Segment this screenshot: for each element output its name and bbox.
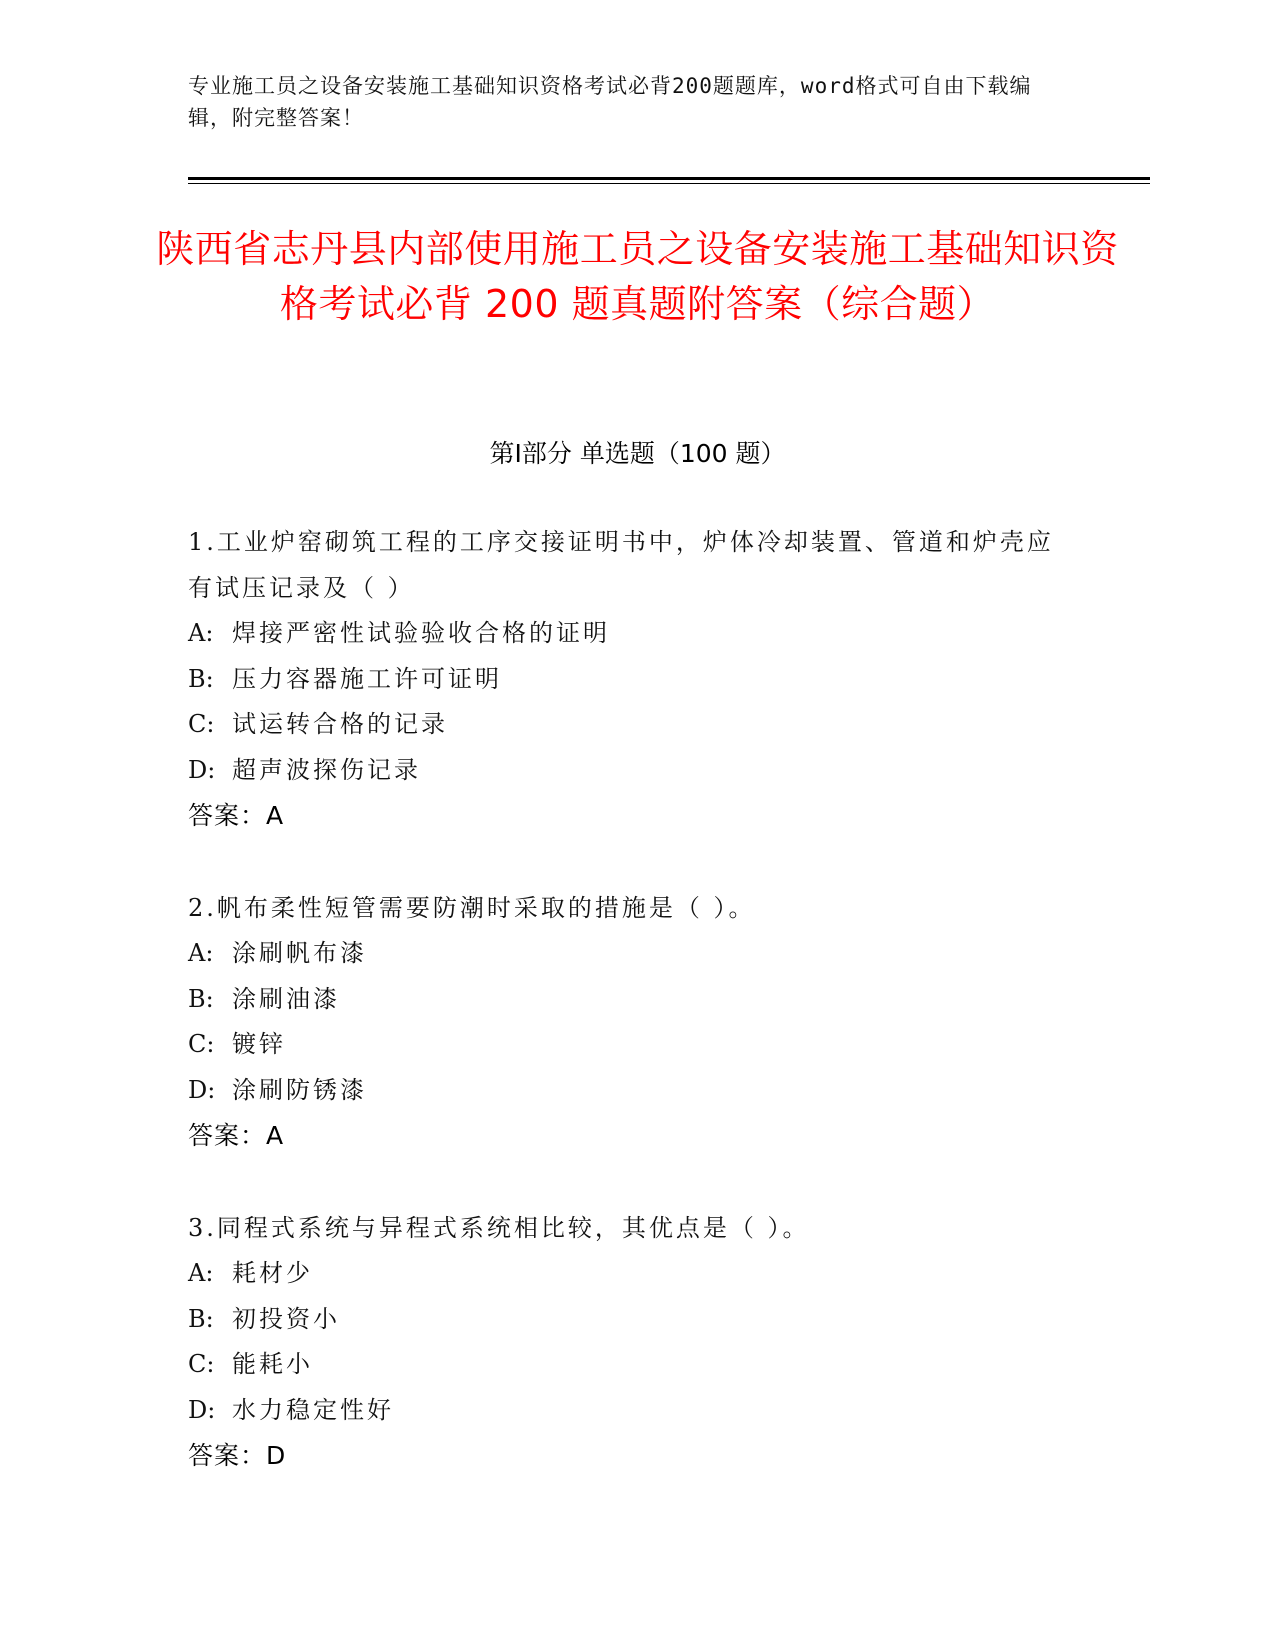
option-d bbox=[188, 1388, 1068, 1434]
option-a bbox=[188, 1251, 1068, 1297]
option-b bbox=[188, 977, 1068, 1023]
option-letter: C: bbox=[188, 710, 215, 738]
question-stem: 3.同程式系统与异程式系统相比较，其优点是（ ）。 bbox=[188, 1213, 810, 1242]
option-text: 初投资小 bbox=[232, 1304, 340, 1333]
option-text: 焊接严密性试验验收合格的证明 bbox=[232, 619, 610, 647]
option-text: 涂刷帆布漆 bbox=[232, 939, 367, 967]
option-text: 涂刷油漆 bbox=[232, 984, 340, 1013]
question-stem: 2.帆布柔性短管需要防潮时采取的措施是（ ）。 bbox=[188, 893, 756, 922]
question-list bbox=[188, 520, 1068, 1526]
option-b bbox=[188, 657, 1068, 703]
option-letter: D: bbox=[188, 755, 216, 784]
option-letter: B: bbox=[188, 984, 214, 1013]
question-stem: 1.工业炉窑砌筑工程的工序交接证明书中，炉体冷却装置、管道和炉壳应有试压记录及（ ） bbox=[188, 528, 1054, 602]
option-d bbox=[188, 1068, 1068, 1114]
header-divider-thin bbox=[188, 183, 1150, 184]
option-text: 能耗小 bbox=[232, 1350, 313, 1378]
option-letter: C: bbox=[188, 1350, 215, 1378]
option-text: 涂刷防锈漆 bbox=[232, 1075, 367, 1104]
option-text: 压力容器施工许可证明 bbox=[232, 664, 502, 693]
option-a bbox=[188, 931, 1068, 977]
option-text: 超声波探伤记录 bbox=[232, 755, 421, 784]
option-text: 镀锌 bbox=[232, 1030, 286, 1058]
option-letter: C: bbox=[188, 1030, 215, 1058]
option-letter: B: bbox=[188, 1304, 214, 1333]
option-d bbox=[188, 748, 1068, 794]
option-c bbox=[188, 702, 1068, 748]
section-title: 第Ⅰ部分 单选题（100 题） bbox=[489, 439, 786, 468]
option-text: 耗材少 bbox=[232, 1259, 313, 1287]
option-a bbox=[188, 611, 1068, 657]
option-b bbox=[188, 1297, 1068, 1343]
option-c bbox=[188, 1342, 1068, 1388]
answer-line: 答案：A bbox=[188, 801, 285, 830]
question-3 bbox=[188, 1206, 1068, 1479]
option-letter: D: bbox=[188, 1395, 216, 1424]
answer-line: 答案：D bbox=[188, 1441, 287, 1470]
option-text: 水力稳定性好 bbox=[232, 1395, 394, 1424]
option-letter: B: bbox=[188, 664, 214, 693]
option-letter: D: bbox=[188, 1075, 216, 1104]
document-title: 陕西省志丹县内部使用施工员之设备安装施工基础知识资格考试必背 200 题真题附答案（综合题） bbox=[156, 227, 1119, 326]
option-c bbox=[188, 1022, 1068, 1068]
answer-line: 答案：A bbox=[188, 1121, 285, 1150]
header-note: 专业施工员之设备安装施工基础知识资格考试必背200题题库，word格式可自由下载编辑，附完整答案！ bbox=[188, 74, 1032, 130]
option-letter: A: bbox=[188, 1259, 214, 1287]
option-letter: A: bbox=[188, 619, 214, 647]
header-divider-thick bbox=[188, 177, 1150, 180]
option-letter: A: bbox=[188, 939, 214, 967]
question-2 bbox=[188, 886, 1068, 1159]
question-1 bbox=[188, 520, 1068, 839]
option-text: 试运转合格的记录 bbox=[232, 710, 448, 738]
